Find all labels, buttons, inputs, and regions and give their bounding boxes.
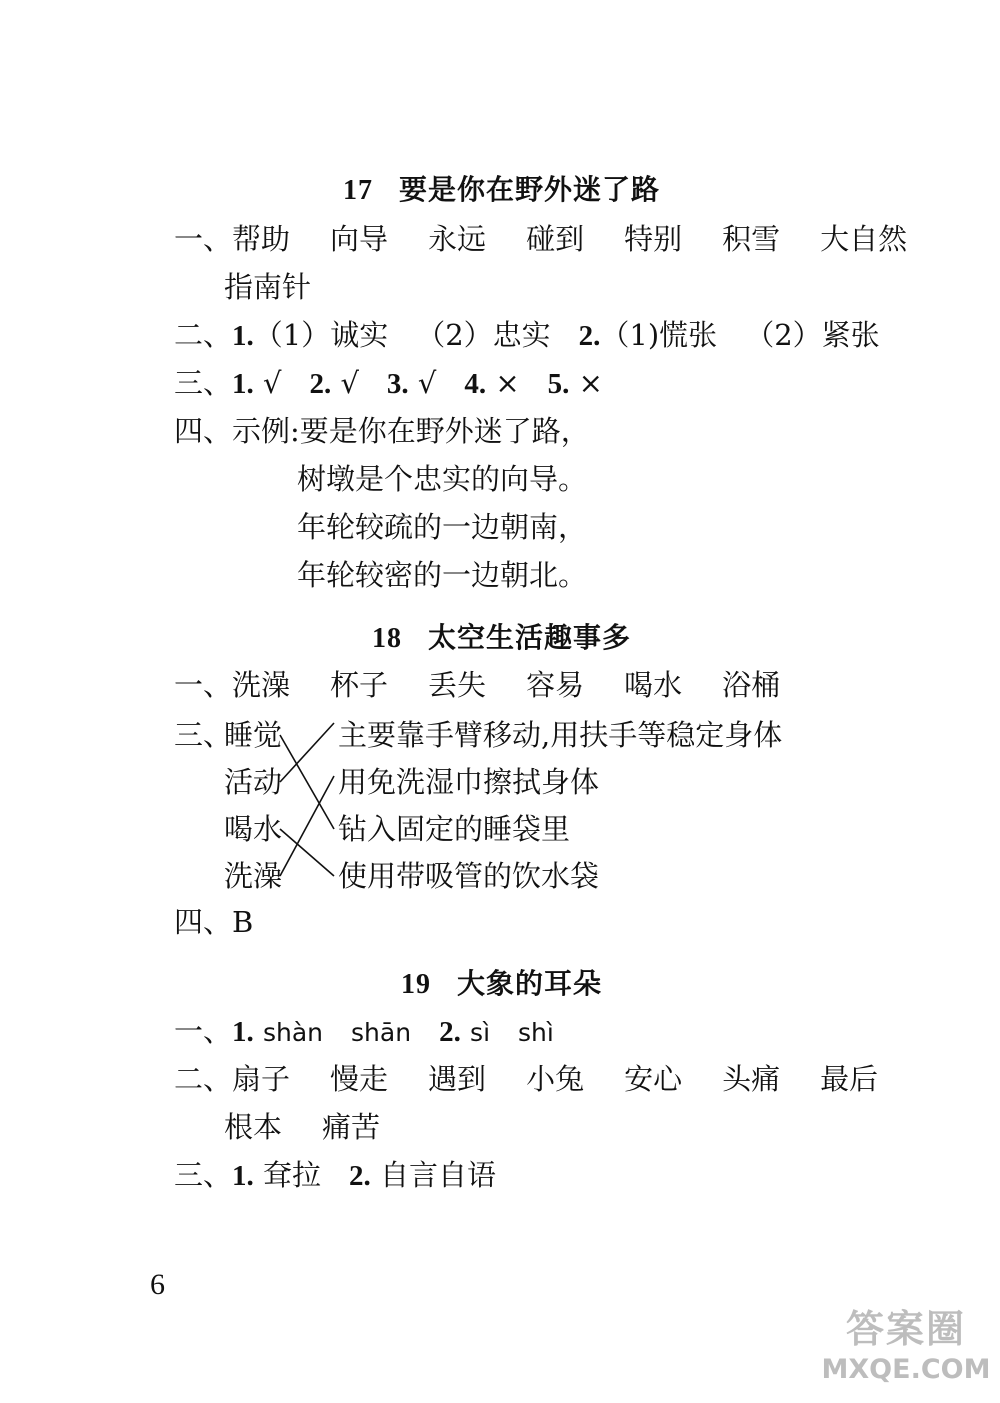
answer-text: （2）紧张 <box>745 318 880 352</box>
answer-word: 永远 <box>428 222 487 256</box>
answer-word: 扇子 <box>232 1062 291 1096</box>
answer-word: 碰到 <box>526 222 585 256</box>
answer-word: 积雪 <box>722 222 781 256</box>
s17-q4-line3 <box>297 510 587 544</box>
s17-q3 <box>174 366 603 401</box>
answer-word: 特别 <box>624 222 683 256</box>
answer-text: （1)慌张 <box>600 318 718 352</box>
pinyin: shì <box>518 1018 554 1047</box>
item-number: 1. <box>232 368 254 400</box>
watermark-text: 答案圈 <box>845 1307 966 1351</box>
poem-line: 要是你在野外迷了路， <box>299 414 590 448</box>
page-number: 6 <box>150 1268 165 1301</box>
example-prefix: 示例: <box>232 414 300 448</box>
s17-q4-line2 <box>297 462 587 496</box>
watermark-logo <box>820 1306 992 1398</box>
match-left-item: 睡觉 <box>224 718 283 752</box>
match-right-item: 主要靠手臂移动,用扶手等稳定身体 <box>338 718 783 752</box>
section-number: 18 <box>372 623 402 654</box>
answer-word: 洗澡 <box>232 668 291 702</box>
pinyin: shān <box>351 1018 412 1047</box>
answer-word: 遇到 <box>428 1062 487 1096</box>
answer-word: 最后 <box>820 1062 879 1096</box>
answer-word: 自言自语 <box>379 1158 496 1192</box>
pinyin: sì <box>470 1018 491 1047</box>
section-title-text: 要是你在野外迷了路 <box>399 173 661 206</box>
s18-q3-label: 三、 <box>174 718 233 752</box>
section-18-title <box>372 616 631 656</box>
item-number: 2. <box>349 1160 371 1192</box>
answer-word: 丢失 <box>428 668 487 702</box>
section-number: 19 <box>401 969 431 1000</box>
match-line-activity <box>280 723 334 782</box>
match-left-item: 活动 <box>224 765 283 799</box>
answer-word: 喝水 <box>624 668 683 702</box>
s19-q2-line1 <box>174 1062 878 1096</box>
answer-word: 向导 <box>330 222 389 256</box>
answer-word: 根本 <box>224 1110 283 1144</box>
s17-q4-line1 <box>174 414 590 448</box>
check-mark: √ <box>340 366 359 400</box>
item-number: 2. <box>439 1016 461 1048</box>
match-right-item: 用免洗湿巾擦拭身体 <box>338 765 600 799</box>
answer-word: 安心 <box>624 1062 683 1096</box>
section-number: 17 <box>343 175 373 206</box>
match-right-item: 使用带吸管的饮水袋 <box>338 859 600 893</box>
cross-mark: × <box>578 366 603 400</box>
answer-word: 头痛 <box>722 1062 781 1096</box>
item-number: 5. <box>547 368 570 400</box>
answer-text: （2）忠实 <box>416 318 551 352</box>
s17-q1-line1 <box>174 222 907 256</box>
check-mark: √ <box>262 366 282 400</box>
match-left-item: 喝水 <box>224 812 283 846</box>
section-title-text: 太空生活趣事多 <box>428 621 632 654</box>
s18-q4 <box>174 905 253 939</box>
question-label: 三、 <box>174 1158 233 1192</box>
answer-text: （1）诚实 <box>253 318 389 352</box>
poem-line: 年轮较疏的一边朝南， <box>297 510 588 544</box>
item-number: 1. <box>232 1016 254 1048</box>
s17-q4-line4 <box>297 558 587 592</box>
s17-q2 <box>174 318 880 353</box>
section-title-text: 大象的耳朵 <box>457 967 603 1000</box>
question-label: 四、 <box>174 905 233 939</box>
match-line-sleep <box>280 735 334 829</box>
check-mark: √ <box>417 366 437 400</box>
s18-q1 <box>174 668 780 702</box>
question-label: 二、 <box>174 318 233 352</box>
answer-word: 容易 <box>526 668 585 702</box>
question-label: 一、 <box>174 222 233 256</box>
answer-word: 杯子 <box>330 668 389 702</box>
s19-q1 <box>174 1014 554 1050</box>
section-19-title <box>401 962 602 1002</box>
item-number: 2. <box>578 320 601 352</box>
pinyin: shàn <box>262 1018 324 1047</box>
item-number: 4. <box>464 368 487 400</box>
answer-word: 大自然 <box>820 222 908 256</box>
match-right-item: 钻入固定的睡袋里 <box>338 812 571 846</box>
matching-lines <box>276 715 346 895</box>
answer-word: 耷拉 <box>262 1158 321 1192</box>
answer-word: 帮助 <box>232 222 291 256</box>
s19-q2-line2 <box>224 1110 380 1144</box>
item-number: 1. <box>232 320 254 352</box>
cross-mark: × <box>495 366 520 400</box>
answer-word: 浴桶 <box>722 668 781 702</box>
match-left-item: 洗澡 <box>224 859 283 893</box>
s19-q3 <box>174 1158 496 1193</box>
section-17-title <box>343 168 660 208</box>
question-label: 四、 <box>174 414 233 448</box>
item-number: 3. <box>386 368 409 400</box>
answer-choice: B <box>232 905 254 939</box>
answer-word: 痛苦 <box>322 1110 381 1144</box>
s17-q1-line2 <box>224 270 311 304</box>
match-line-drink <box>280 829 334 876</box>
item-number: 1. <box>232 1160 254 1192</box>
answer-word: 小兔 <box>526 1062 585 1096</box>
poem-line: 年轮较密的一边朝北。 <box>297 558 588 592</box>
match-line-bath <box>280 776 334 876</box>
answer-word: 慢走 <box>330 1062 389 1096</box>
question-label: 一、 <box>174 668 233 702</box>
question-label: 三、 <box>174 366 233 400</box>
watermark-url: MXQE.COM <box>821 1354 991 1385</box>
question-label: 一、 <box>174 1014 233 1048</box>
question-label: 二、 <box>174 1062 233 1096</box>
answer-word: 指南针 <box>224 270 312 304</box>
poem-line: 树墩是个忠实的向导。 <box>297 462 588 496</box>
item-number: 2. <box>309 368 332 400</box>
